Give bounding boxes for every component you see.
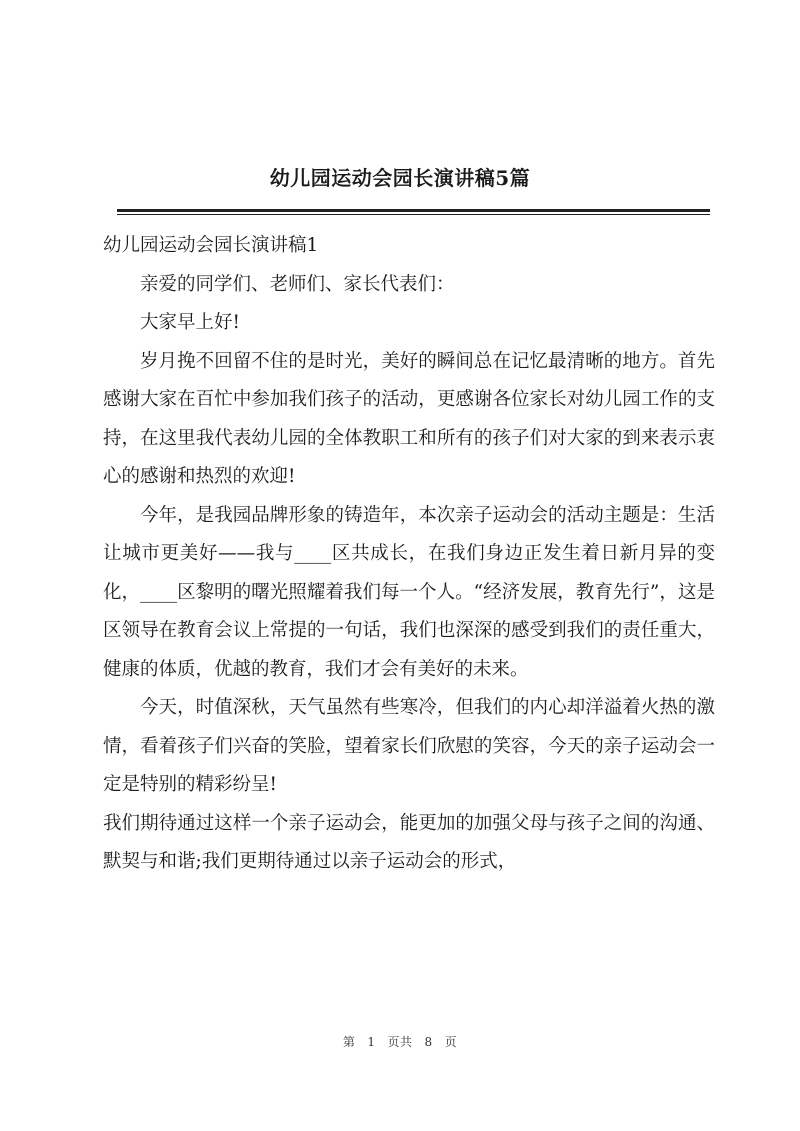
document-body bbox=[103, 227, 715, 882]
paragraph-welcome: 岁月挽不回留不住的是时光，美好的瞬间总在记忆最清晰的地方。首先感谢大家在百忙中参加我们孩子的活动，更感谢各位家长对幼儿园工作的支持，在这里我代表幼儿园的全体教职工和所有的孩子们对大家的到来表示衷心的感谢和热烈的欢迎! bbox=[103, 350, 715, 487]
footer-label-page: 第 bbox=[342, 1035, 356, 1049]
paragraph-today: 今天，时值深秋，天气虽然有些寒冷，但我们的内心却洋溢着火热的激情，看着孩子们兴奋的笑脸，望着家长们欣慰的笑容，今天的亲子运动会一定是特别的精彩纷呈! bbox=[103, 697, 715, 795]
paragraph-good-morning: 大家早上好! bbox=[140, 312, 240, 333]
title-divider-thick bbox=[117, 209, 710, 212]
title-divider-thin bbox=[117, 214, 710, 215]
footer-current-page: 1 bbox=[367, 1035, 376, 1049]
page-footer bbox=[0, 1033, 800, 1050]
paragraph-expectation: 我们期待通过这样一个亲子运动会，能更加的加强父母与孩子之间的沟通、默契与和谐;我们更期待通过以亲子运动会的形式， bbox=[103, 812, 715, 872]
paragraph-greeting: 亲爱的同学们、老师们、家长代表们： bbox=[140, 273, 455, 295]
paragraph-theme: 今年，是我园品牌形象的铸造年，本次亲子运动会的活动主题是：生活让城市更美好——我与____区共成长，在我们身边正发生着日新月异的变化，____区黎明的曙光照耀着我们每一个人。“经济发展，教育先行”，这是区领导在教育会议上常提的一句话，我们也深深的感受到我们的责任重大，健康的体质，优越的教育，我们才会有美好的未来。 bbox=[103, 504, 715, 680]
section-heading: 幼儿园运动会园长演讲稿1 bbox=[103, 235, 319, 256]
footer-label-of: 页共 bbox=[387, 1035, 413, 1049]
footer-label-end: 页 bbox=[444, 1035, 458, 1049]
footer-total-pages: 8 bbox=[424, 1035, 433, 1049]
document-title: 幼儿园运动会园长演讲稿5篇 bbox=[269, 166, 531, 190]
